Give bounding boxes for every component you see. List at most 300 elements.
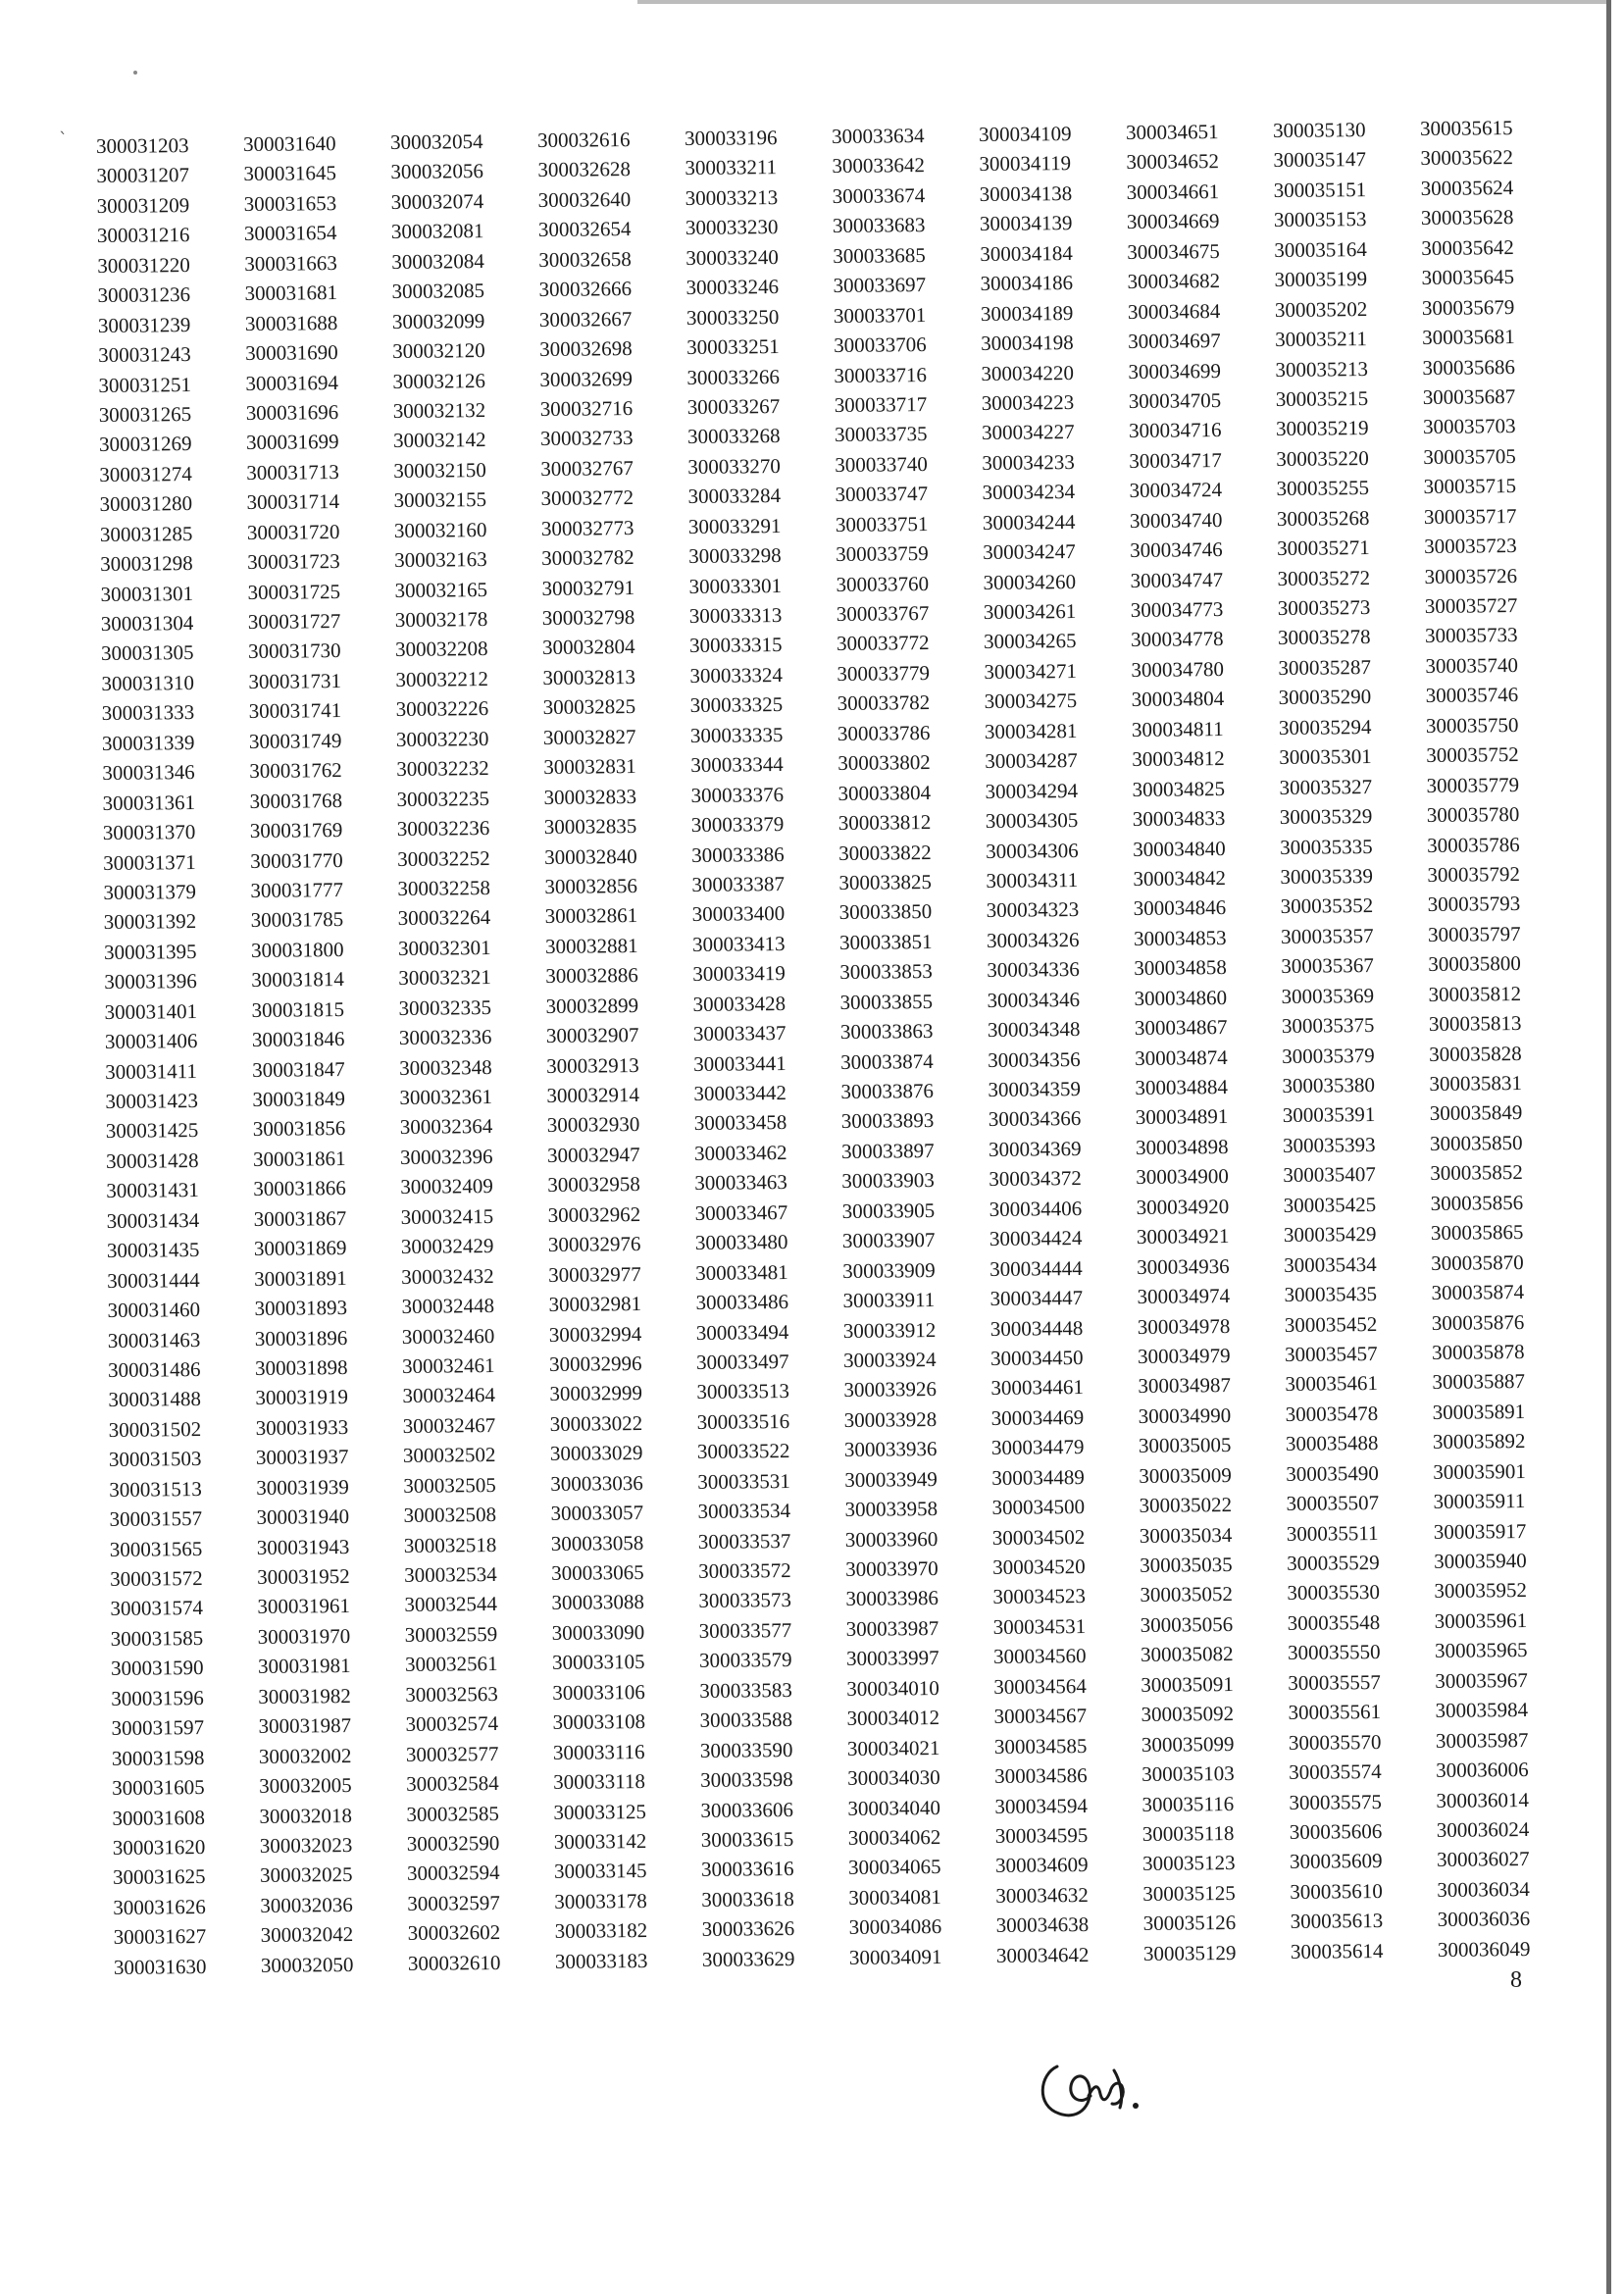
roll-number-cell: 300035717: [1423, 503, 1517, 529]
roll-number-cell: 300031502: [108, 1416, 202, 1442]
roll-number-cell: 300032994: [548, 1321, 642, 1347]
roll-number-cell: 300033428: [692, 991, 787, 1016]
roll-number-cell: 300033907: [841, 1228, 936, 1253]
roll-number-cell: 300033863: [839, 1019, 934, 1045]
roll-number-cell: 300031625: [112, 1864, 206, 1890]
roll-number-cell: 300034840: [1133, 836, 1226, 861]
roll-number-cell: 300033142: [553, 1828, 647, 1854]
roll-number-cell: 300031653: [243, 190, 337, 216]
roll-number-cell: 300031401: [104, 998, 198, 1024]
roll-number-cell: 300031768: [249, 788, 343, 813]
roll-number-cell: 300032999: [549, 1381, 642, 1406]
table-column: [1273, 118, 1438, 1969]
roll-number-cell: 300033924: [842, 1347, 937, 1372]
roll-number-cell: 300033822: [838, 840, 932, 865]
roll-number-cell: 300032056: [390, 159, 484, 184]
roll-number-cell: 300031627: [113, 1924, 207, 1950]
roll-number-cell: 300033531: [697, 1468, 790, 1494]
roll-number-cell: 300033606: [700, 1797, 794, 1822]
roll-number-cell: 300032856: [544, 873, 638, 898]
roll-number-cell: 300034920: [1136, 1194, 1230, 1219]
roll-number-cell: 300032336: [398, 1025, 492, 1050]
roll-number-cell: 300034271: [984, 658, 1077, 684]
roll-number-cell: 300034825: [1132, 776, 1226, 801]
roll-number-cell: 300034531: [992, 1613, 1087, 1639]
roll-number-cell: 300034632: [995, 1882, 1089, 1908]
roll-number-cell: 300035380: [1282, 1073, 1376, 1097]
roll-number-cell: 300035901: [1433, 1458, 1526, 1484]
roll-number-cell: 300035457: [1284, 1341, 1378, 1366]
roll-number-cell: 300035391: [1282, 1102, 1376, 1128]
roll-number-cell: 300031939: [256, 1474, 349, 1500]
roll-number-cell: 300034773: [1130, 597, 1224, 622]
roll-number-cell: 300033442: [693, 1081, 787, 1105]
roll-number-cell: 300032610: [407, 1950, 501, 1975]
roll-number-cell: 300035092: [1141, 1702, 1235, 1727]
roll-number-cell: 300034833: [1132, 806, 1226, 832]
roll-number-cell: 300034874: [1135, 1045, 1228, 1070]
roll-number-cell: 300032840: [544, 843, 637, 869]
roll-number-cell: 300034366: [988, 1106, 1082, 1132]
roll-number-cell: 300031574: [110, 1596, 204, 1621]
roll-number-cell: 300035429: [1283, 1222, 1377, 1248]
roll-number-cell: 300033058: [550, 1530, 644, 1555]
roll-number-cell: 300033419: [692, 961, 786, 987]
roll-number-cell: 300035610: [1290, 1878, 1383, 1904]
roll-number-cell: 300035917: [1433, 1518, 1527, 1544]
roll-number-cell: 300031333: [101, 700, 195, 726]
roll-number-cell: 300032833: [543, 784, 637, 809]
roll-number-cell: 300032025: [259, 1862, 353, 1888]
roll-number-cell: 300033522: [696, 1439, 790, 1464]
roll-number-cell: 300034244: [982, 509, 1076, 535]
roll-number-cell: 300031434: [106, 1207, 200, 1233]
roll-number-cell: 300034891: [1135, 1104, 1229, 1130]
roll-number-cell: 300033145: [553, 1859, 647, 1884]
roll-number-cell: 300033716: [834, 362, 928, 387]
roll-number-cell: 300033850: [838, 899, 933, 925]
roll-number-cell: 300034444: [990, 1255, 1083, 1281]
roll-number-cell: 300031688: [244, 310, 338, 335]
roll-number-cell: 300031933: [255, 1414, 349, 1440]
roll-number-cell: 300031395: [103, 939, 197, 964]
roll-number-cell: 300035082: [1140, 1642, 1234, 1667]
roll-number-cell: 300034740: [1129, 507, 1223, 533]
roll-number-cell: 300032827: [542, 724, 636, 749]
roll-number-cell: 300032667: [538, 306, 633, 331]
roll-number-cell: 300032698: [539, 336, 633, 362]
roll-number-cell: 300032396: [399, 1144, 493, 1169]
roll-number-cell: 300031814: [251, 967, 344, 993]
roll-number-cell: 300031741: [248, 698, 342, 724]
roll-number-cell: 300033022: [549, 1410, 643, 1436]
roll-number-cell: 300034652: [1126, 149, 1220, 175]
roll-number-cell: 300034523: [992, 1584, 1087, 1609]
roll-number-cell: 300032899: [545, 993, 639, 1018]
roll-number-cell: 300035813: [1428, 1011, 1522, 1037]
roll-number-cell: 300035211: [1275, 327, 1368, 352]
roll-number-cell: 300034705: [1128, 388, 1222, 413]
roll-number-cell: 300035488: [1285, 1431, 1379, 1456]
roll-number-cell: 300034294: [985, 778, 1079, 803]
roll-number-cell: 300031236: [97, 282, 191, 308]
roll-number-cell: 300033182: [554, 1918, 648, 1944]
roll-number-cell: 300031280: [99, 491, 193, 517]
roll-number-cell: 300031411: [105, 1058, 198, 1084]
roll-number-cell: 300034900: [1136, 1164, 1229, 1190]
roll-number-cell: 300035887: [1432, 1369, 1525, 1395]
roll-number-cell: 300033685: [833, 242, 926, 268]
roll-number-cell: 300033598: [700, 1767, 793, 1792]
roll-number-cell: 300031251: [98, 372, 192, 397]
roll-number-cell: 300032574: [405, 1711, 499, 1737]
roll-number-cell: 300031513: [109, 1476, 202, 1502]
roll-number-cell: 300034040: [847, 1795, 941, 1820]
signature: [1030, 2045, 1157, 2133]
roll-number-cell: 300033949: [844, 1466, 938, 1492]
roll-number-cell: 300033812: [837, 810, 932, 836]
roll-number-cell: 300032831: [543, 754, 636, 780]
roll-number-cell: 300032036: [260, 1892, 353, 1917]
roll-number-cell: 300031463: [107, 1327, 201, 1352]
roll-number-cell: 300035628: [1420, 205, 1514, 230]
roll-number-cell: 300032023: [259, 1832, 353, 1858]
roll-number-cell: 300031406: [104, 1029, 198, 1054]
roll-number-cell: 300035272: [1277, 565, 1371, 590]
roll-number-cell: 300033036: [550, 1470, 643, 1496]
roll-number-cell: 300033108: [552, 1709, 646, 1735]
roll-number-cell: 300033088: [551, 1590, 645, 1615]
table-column: [685, 126, 849, 1977]
roll-number-cell: 300035550: [1287, 1640, 1381, 1665]
roll-number-cell: 300032654: [537, 217, 632, 242]
roll-number-cell: 300031572: [110, 1566, 203, 1591]
roll-number-cell: 300035213: [1275, 356, 1369, 382]
roll-number-cell: 300034139: [979, 211, 1073, 236]
roll-number-cell: 300034461: [990, 1375, 1084, 1401]
roll-number-cell: 300035199: [1274, 267, 1368, 292]
scan-top-edge: [637, 0, 1608, 4]
roll-number-cell: 300035852: [1430, 1160, 1523, 1186]
roll-number-cell: 300032976: [547, 1232, 641, 1257]
roll-number-cell: 300033325: [689, 692, 784, 718]
roll-number-cell: 300032958: [547, 1172, 640, 1198]
roll-number-cell: 300034979: [1137, 1343, 1231, 1368]
roll-number-cell: 300033183: [554, 1948, 648, 1973]
roll-number-cell: 300032913: [546, 1052, 639, 1078]
roll-number-cell: 300034724: [1129, 478, 1223, 503]
roll-number-cell: 300031298: [100, 551, 193, 577]
roll-number-cell: 300034247: [983, 539, 1076, 565]
roll-number-cell: 300035831: [1429, 1071, 1523, 1096]
roll-number-cell: 300032767: [540, 455, 634, 481]
roll-number-cell: 300031305: [100, 640, 194, 666]
roll-number-cell: 300033116: [552, 1739, 645, 1764]
roll-number-cell: 300033497: [695, 1349, 789, 1374]
roll-number-cell: 300034860: [1134, 985, 1228, 1010]
roll-number-cell: 300035786: [1427, 832, 1520, 857]
roll-number-cell: 300035511: [1286, 1520, 1379, 1546]
roll-number-cell: 300032658: [538, 246, 632, 272]
roll-number-cell: 300035780: [1426, 802, 1520, 828]
roll-number-cell: 300034858: [1134, 955, 1227, 981]
roll-number-cell: 300032230: [395, 726, 489, 751]
roll-number-cell: 300035164: [1274, 236, 1367, 262]
roll-number-cell: 300034978: [1137, 1313, 1231, 1339]
roll-number-cell: 300035792: [1427, 861, 1521, 887]
roll-number-cell: 300034184: [980, 240, 1073, 266]
roll-number-cell: 300033301: [688, 573, 783, 598]
roll-number-cell: 300031727: [247, 609, 341, 634]
roll-number-cell: 300034424: [989, 1226, 1083, 1251]
roll-number-table: [96, 116, 1567, 1979]
roll-number-cell: 300034372: [989, 1166, 1082, 1192]
scan-speck: [133, 71, 137, 75]
roll-number-cell: 300031961: [257, 1594, 351, 1619]
roll-number-cell: 300035220: [1276, 445, 1369, 471]
roll-number-cell: 300034119: [979, 151, 1072, 177]
roll-number-cell: 300031444: [107, 1267, 200, 1293]
roll-number-cell: 300033379: [690, 812, 785, 838]
roll-number-cell: 300033213: [685, 184, 779, 210]
roll-number-cell: 300032782: [541, 545, 634, 571]
roll-number-cell: 300035367: [1281, 953, 1374, 979]
roll-number-cell: 300035116: [1142, 1791, 1235, 1816]
roll-number-cell: 300035679: [1421, 294, 1515, 320]
roll-number-cell: 300035645: [1421, 265, 1515, 290]
roll-number-cell: 300032165: [394, 577, 488, 602]
roll-number-cell: 300033537: [697, 1528, 791, 1554]
roll-number-cell: 300035614: [1290, 1938, 1384, 1963]
roll-number-cell: 300035705: [1423, 443, 1516, 469]
roll-number-cell: 300035570: [1288, 1729, 1382, 1755]
roll-number-cell: 300033759: [836, 541, 929, 567]
roll-number-cell: 300035849: [1429, 1100, 1523, 1126]
roll-number-cell: 300035339: [1280, 863, 1374, 889]
roll-number-cell: 300033577: [698, 1617, 792, 1643]
roll-number-cell: 300035800: [1428, 951, 1521, 977]
roll-number-cell: 300035147: [1273, 147, 1367, 173]
roll-number-cell: 300035940: [1434, 1549, 1527, 1573]
roll-number-cell: 300035271: [1277, 535, 1370, 561]
roll-number-cell: 300031714: [246, 489, 340, 515]
roll-number-cell: 300034717: [1129, 447, 1222, 473]
roll-number-cell: 300034479: [990, 1435, 1085, 1460]
roll-number-cell: 300033615: [700, 1826, 794, 1852]
roll-number-cell: 300032772: [540, 485, 634, 511]
roll-number-cell: 300031503: [108, 1447, 202, 1472]
roll-number-cell: 300032235: [396, 786, 490, 811]
roll-number-cell: 300034447: [990, 1286, 1084, 1311]
roll-number-cell: 300031937: [255, 1445, 349, 1470]
roll-number-cell: 300033463: [694, 1170, 787, 1196]
roll-number-cell: 300032160: [393, 517, 487, 542]
roll-number-cell: 300035530: [1287, 1580, 1381, 1606]
roll-number-cell: 300034336: [987, 957, 1080, 983]
roll-number-cell: 300035812: [1428, 981, 1522, 1006]
roll-number-cell: 300035797: [1427, 921, 1521, 946]
roll-number-cell: 300031220: [97, 252, 190, 278]
roll-number-cell: 300031785: [250, 907, 344, 933]
roll-number-cell: 300032415: [400, 1203, 494, 1229]
roll-number-cell: 300034669: [1126, 209, 1220, 234]
roll-number-cell: 300033057: [550, 1501, 644, 1526]
roll-number-cell: 300033583: [699, 1677, 792, 1703]
roll-number-cell: 300033481: [695, 1259, 788, 1285]
roll-number-cell: 300033874: [840, 1048, 934, 1074]
roll-number-cell: 300032321: [398, 965, 491, 991]
roll-number-cell: 300034990: [1138, 1402, 1232, 1428]
roll-number-cell: 300035022: [1139, 1493, 1233, 1518]
roll-number-cell: 300034138: [979, 180, 1073, 206]
roll-number-cell: 300035329: [1279, 804, 1373, 830]
roll-number-cell: 300035856: [1430, 1190, 1524, 1215]
roll-number-cell: 300035103: [1142, 1761, 1235, 1786]
roll-number-cell: 300035379: [1282, 1043, 1375, 1068]
roll-number-cell: 300033462: [693, 1140, 787, 1165]
roll-number-cell: 300035828: [1429, 1041, 1522, 1066]
roll-number-cell: 300034921: [1136, 1224, 1230, 1249]
roll-number-cell: 300035005: [1138, 1433, 1232, 1458]
roll-number-cell: 300035268: [1276, 505, 1370, 531]
roll-number-cell: 300031769: [249, 818, 343, 843]
roll-number-cell: 300032559: [404, 1621, 498, 1647]
roll-number-cell: 300032733: [539, 426, 634, 451]
roll-number-cell: 300033735: [834, 422, 928, 447]
roll-number-cell: 300035202: [1274, 296, 1368, 322]
roll-number-cell: 300031310: [101, 670, 194, 695]
roll-number-cell: 300035961: [1434, 1607, 1528, 1633]
roll-number-cell: 300033767: [836, 601, 930, 626]
roll-number-cell: 300034585: [993, 1733, 1088, 1759]
roll-number-cell: 300033211: [685, 155, 778, 180]
roll-number-cell: 300032460: [401, 1323, 495, 1349]
roll-number-cell: 300035876: [1431, 1309, 1525, 1335]
roll-number-cell: 300031431: [106, 1178, 199, 1203]
roll-number-cell: 300031723: [247, 549, 340, 575]
roll-number-cell: 300033413: [691, 931, 786, 956]
roll-number-cell: 300032563: [405, 1681, 498, 1707]
roll-number-cell: 300031488: [108, 1387, 201, 1412]
roll-number-cell: 300031770: [250, 847, 343, 873]
roll-number-cell: 300033387: [691, 871, 786, 896]
roll-number-cell: 300034198: [981, 331, 1074, 356]
roll-number-cell: 300035126: [1142, 1911, 1237, 1936]
roll-number-cell: 300034567: [993, 1704, 1088, 1729]
roll-number-cell: 300032264: [397, 905, 491, 931]
roll-number-cell: 300033802: [837, 750, 931, 776]
roll-number-cell: 300032236: [396, 816, 490, 841]
roll-number-cell: 300035613: [1290, 1909, 1384, 1934]
roll-number-cell: 300032502: [402, 1443, 496, 1468]
roll-number-cell: 300031597: [111, 1715, 205, 1741]
roll-number-cell: 300032042: [260, 1922, 354, 1948]
roll-number-cell: 300034867: [1134, 1015, 1228, 1041]
roll-number-cell: 300031269: [98, 432, 192, 457]
roll-number-cell: 300031849: [252, 1087, 346, 1111]
roll-number-cell: 300032081: [390, 219, 484, 244]
roll-number-cell: 300033986: [845, 1586, 939, 1611]
roll-number-cell: 300032142: [392, 428, 486, 453]
roll-number-cell: 300035609: [1289, 1849, 1383, 1874]
roll-number-cell: 300033579: [698, 1648, 792, 1673]
roll-number-cell: 300031428: [105, 1147, 199, 1173]
roll-number-cell: 300035529: [1287, 1551, 1380, 1575]
roll-number-cell: 300035740: [1425, 652, 1518, 678]
table-column: [537, 127, 702, 1979]
roll-number-cell: 300034974: [1137, 1284, 1231, 1309]
roll-number-cell: 300032962: [547, 1201, 641, 1227]
roll-number-cell: 300035335: [1280, 834, 1373, 859]
roll-number-cell: 300033573: [698, 1588, 792, 1613]
roll-number-cell: 300034846: [1133, 895, 1227, 921]
roll-number-cell: 300034359: [988, 1077, 1082, 1101]
table-column: [390, 129, 555, 1981]
roll-number-cell: 300031585: [110, 1625, 204, 1651]
roll-number-cell: 300033642: [832, 153, 926, 178]
roll-number-cell: 300034448: [990, 1315, 1084, 1341]
roll-number-cell: 300035911: [1433, 1489, 1526, 1514]
roll-number-cell: 300033912: [842, 1317, 937, 1343]
roll-number-cell: 300032074: [390, 188, 484, 214]
roll-number-cell: 300032054: [390, 129, 483, 154]
table-column: [243, 131, 408, 1983]
roll-number-cell: 300033467: [694, 1199, 788, 1225]
roll-number-cell: 300033616: [700, 1857, 794, 1882]
roll-number-cell: 300031304: [100, 611, 194, 636]
roll-number-cell: 300035574: [1289, 1759, 1382, 1784]
roll-number-cell: 300034062: [847, 1824, 941, 1850]
roll-number-cell: 300034030: [847, 1765, 940, 1790]
roll-number-cell: 300035615: [1420, 116, 1513, 140]
roll-number-cell: 300031663: [244, 250, 337, 276]
roll-number-cell: 300035703: [1422, 414, 1516, 439]
roll-number-cell: 300035009: [1139, 1462, 1232, 1488]
roll-number-cell: 300032467: [402, 1412, 496, 1438]
roll-number-cell: 300034326: [986, 927, 1080, 952]
roll-number-cell: 300032996: [548, 1351, 642, 1376]
roll-number-cell: 300034564: [993, 1673, 1087, 1699]
roll-number-cell: 300032716: [539, 396, 634, 421]
roll-number-cell: 300033926: [843, 1377, 937, 1402]
roll-number-cell: 300034450: [990, 1345, 1084, 1370]
roll-number-cell: 300034520: [992, 1555, 1086, 1579]
roll-number-cell: 300031590: [110, 1656, 204, 1681]
roll-number-cell: 300031694: [245, 370, 339, 395]
roll-number-cell: 300031720: [246, 519, 340, 544]
roll-number-cell: 300035557: [1288, 1669, 1381, 1695]
roll-number-cell: 300033772: [836, 631, 930, 656]
roll-number-cell: 300034804: [1131, 687, 1225, 712]
roll-number-cell: 300032602: [407, 1920, 501, 1946]
roll-number-cell: 300034356: [988, 1046, 1081, 1072]
roll-number-cell: 300034261: [983, 599, 1077, 624]
roll-number-cell: 300032981: [548, 1292, 642, 1317]
roll-number-cell: 300031893: [254, 1296, 348, 1321]
roll-number-cell: 300031982: [258, 1683, 351, 1708]
roll-number-cell: 300035878: [1431, 1339, 1525, 1364]
roll-number-cell: 300036014: [1436, 1787, 1530, 1812]
roll-number-cell: 300036027: [1436, 1847, 1530, 1872]
roll-number-cell: 300034778: [1130, 627, 1224, 652]
roll-number-cell: 300033268: [686, 424, 781, 449]
roll-number-cell: 300032616: [537, 127, 631, 152]
roll-number-cell: 300034275: [984, 688, 1078, 714]
roll-number-cell: 300034987: [1138, 1373, 1231, 1399]
roll-number-cell: 300033105: [551, 1650, 645, 1675]
roll-number-cell: 300031896: [254, 1325, 348, 1351]
roll-number-cell: 300033178: [554, 1888, 647, 1913]
